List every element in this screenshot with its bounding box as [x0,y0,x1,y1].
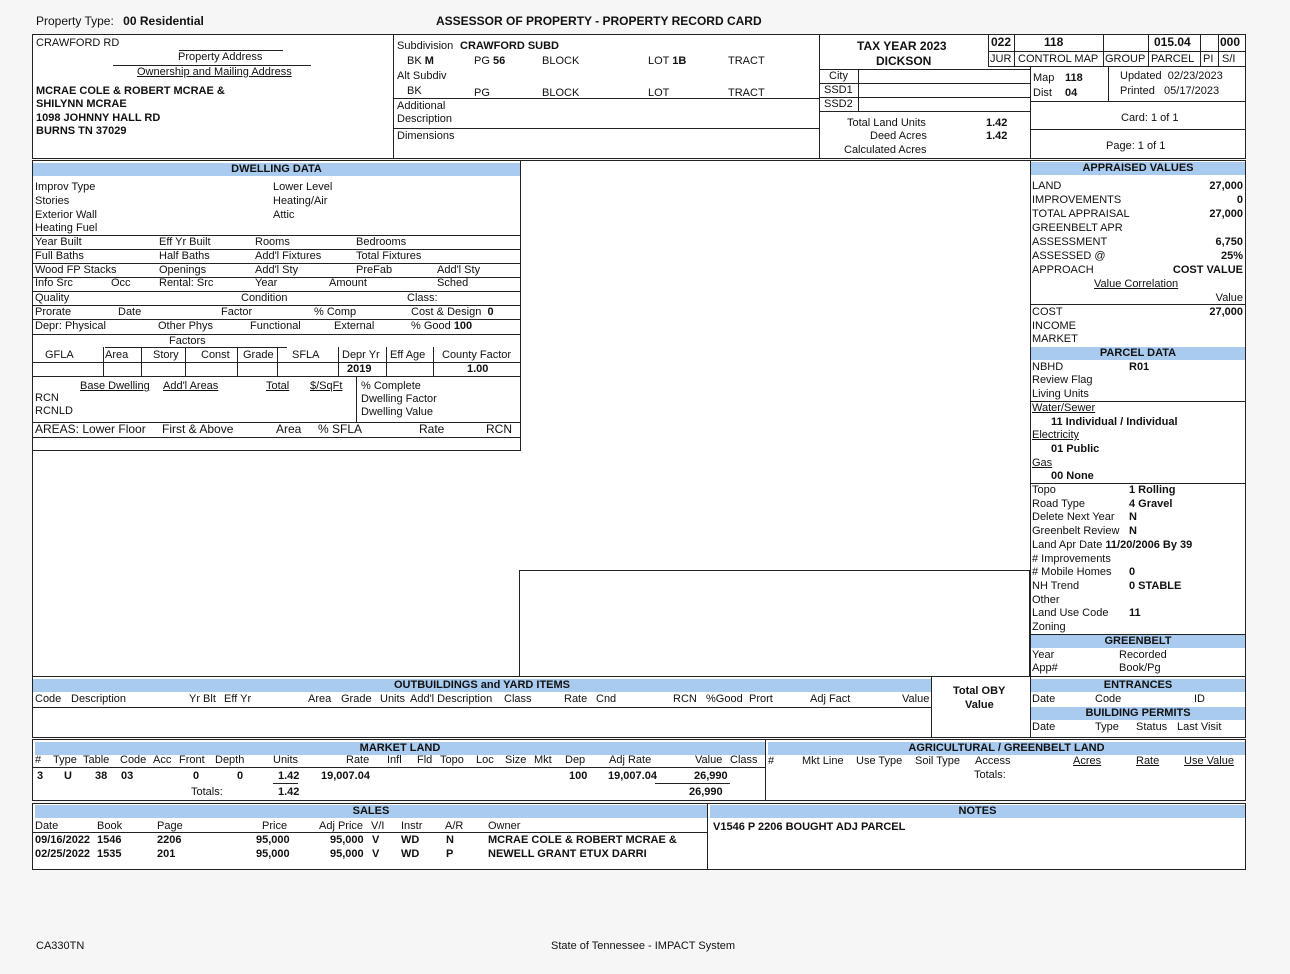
ag-land-column-header: Acres [1073,755,1102,767]
outbuildings-column-header: Rate [564,693,588,705]
description-label: Description [397,113,453,125]
gfla: GFLA [45,349,74,361]
control-map-label: CONTROL MAP [1018,53,1099,65]
market-land-column-header: Code [120,754,147,766]
addl-sty-2: Add'l Sty [437,264,481,276]
property-type-label: Property Type: [36,14,114,28]
addl-fixtures: Add'l Fixtures [255,250,322,262]
market-land-column-header: Mkt [534,754,552,766]
ssd2-label: SSD2 [824,98,853,110]
outbuildings-column-header: Value [902,693,930,705]
review-flag: Review Flag [1032,374,1093,386]
market-totals-value: 26,990 [689,786,723,798]
market-totals-label: Totals: [191,786,223,798]
sfla: SFLA [292,349,320,361]
block2-label: BLOCK [542,87,580,99]
right-column [1030,160,1246,677]
class: Class: [407,292,438,304]
areas-pct-sfla: % SFLA [318,422,363,436]
ag-land-column-header: Rate [1136,755,1160,767]
market-land-column-header: Depth [215,754,245,766]
entrances-date: Date [1032,693,1056,705]
owner-box [32,34,394,159]
jur-value: 022 [991,35,1012,49]
parcel-label: PARCEL [1151,53,1195,65]
zoning-label: Zoning [1032,621,1066,633]
appraised-row-label: TOTAL APPRAISAL [1032,208,1130,220]
outbuildings-column-header: Grade [341,693,372,705]
outbuildings-column-header: Cnd [596,693,617,705]
prorate-date: Date [118,306,142,318]
appraised-row-label: ASSESSMENT [1032,236,1108,248]
attic: Attic [273,209,295,221]
total-fixtures: Total Fixtures [356,250,422,262]
topo-value: 1 Rolling [1129,484,1176,496]
sales-title: SALES [35,805,707,818]
appraised-row-label: LAND [1032,180,1062,192]
land-use-code-value: 11 [1129,607,1141,619]
nbhd-label: NBHD [1032,361,1064,373]
pct-good: % Good 100 [411,320,473,332]
sqft-label: $/SqFt [310,380,343,392]
outbuildings-column-header: Add'l Description [410,693,493,705]
sales-cell-book: 1535 [97,848,122,860]
occ: Occ [111,277,131,289]
dist-value: 04 [1065,87,1078,99]
heating-fuel: Heating Fuel [35,222,98,234]
rcnld: RCNLD [35,405,73,417]
pct-complete: % Complete [361,380,421,392]
bk-label: BK M [407,55,434,67]
mobile-homes-value: 0 [1129,566,1136,578]
income-label: INCOME [1032,320,1076,332]
bk-value: M [424,55,434,67]
dwelling-title: DWELLING DATA [33,163,520,176]
entrances-title: ENTRANCES [1031,679,1245,692]
areas-rcn: RCN [486,422,512,436]
depr-yr-value: 2019 [347,363,372,375]
ag-land-column-header: Mkt Line [802,755,844,767]
appraised-title: APPRAISED VALUES [1031,162,1245,175]
gas-label: Gas [1032,457,1053,469]
market-land-cell-depth: 0 [237,770,244,782]
calculated-acres-label: Calculated Acres [844,144,927,156]
sales-cell-date: 09/16/2022 [35,834,91,846]
notes-text: V1546 P 2206 BOUGHT ADJ PARCEL [713,821,906,833]
sales-box [32,803,708,870]
total-land-units-label: Total Land Units [847,117,926,129]
lot-label: LOT 1B [648,55,687,67]
county-factor-value: 1.00 [467,363,489,375]
sales-column-header: A/R [445,820,464,832]
base-dwelling: Base Dwelling [80,380,150,392]
dwelling-box [32,160,521,451]
market-land-column-header: Dep [565,754,586,766]
full-baths: Full Baths [35,250,84,262]
heating-air: Heating/Air [273,195,328,207]
rental-sched: Sched [437,277,469,289]
sales-cell-page: 201 [157,848,176,860]
page-title: ASSESSOR OF PROPERTY - PROPERTY RECORD CARD [436,14,762,28]
lot2-label: LOT [648,87,670,99]
pg-label: PG 56 [474,55,506,67]
lower-level: Lower Level [273,181,333,193]
dwelling-factor: Dwelling Factor [361,393,437,405]
market-land-column-header: Loc [476,754,494,766]
greenbelt-app: App# [1032,662,1058,674]
sales-cell-vi: V [372,834,380,846]
system-name: State of Tennessee - IMPACT System [551,940,736,952]
appraised-row-value: COST VALUE [1172,264,1243,276]
market-land-column-header: Class [730,754,758,766]
pi-label: PI [1203,53,1214,65]
rental-year: Year [255,277,278,289]
market-land-cell-adj-rate: 19,007.04 [608,770,657,782]
factors: Factors [169,335,206,347]
outbuildings-column-header: Code [35,693,62,705]
sales-cell-adj-price: 95,000 [330,834,364,846]
si-value: 000 [1220,35,1241,49]
functional: Functional [250,320,301,332]
market-land-column-header: Size [505,754,527,766]
areas-area: Area [276,422,302,436]
sales-column-header: Price [262,820,288,832]
tract2-label: TRACT [728,87,765,99]
deed-acres-value: 1.42 [986,130,1008,142]
total-oby-value: Value [965,699,994,711]
ag-land-column-header: Use Type [856,755,903,767]
sales-cell-adj-price: 95,000 [330,848,364,860]
sales-cell-page: 2206 [157,834,182,846]
other-label: Other [1032,594,1060,606]
updated: Updated 02/23/2023 [1120,70,1223,82]
card-number: Card: 1 of 1 [1121,112,1179,124]
addl-areas: Add'l Areas [163,380,219,392]
other-phys: Other Phys [158,320,214,332]
city-label: City [829,70,848,82]
parcel-title: PARCEL DATA [1031,347,1245,360]
mobile-homes-label: # Mobile Homes [1032,566,1112,578]
market-land-column-header: Topo [440,754,464,766]
appraised-row-value: 25% [1220,250,1243,262]
entrances-code: Code [1095,693,1122,705]
nh-trend-value: 0 STABLE [1129,580,1182,592]
market-land-cell-dep: 100 [569,770,588,782]
greenbelt-recorded: Recorded [1119,649,1167,661]
factor-const: Const [201,349,230,361]
market-land-column-header: # [35,754,42,766]
market-land-cell-num: 3 [37,770,44,782]
block-label: BLOCK [542,55,580,67]
market-land-cell-type: U [64,770,72,782]
property-type [36,15,204,28]
market-land-column-header: Front [179,754,205,766]
appraised-row-value: 0 [1236,194,1243,206]
map-label: Map [1033,72,1055,84]
market-land-title: MARKET LAND [35,742,765,755]
factor-area: Area [105,349,129,361]
sales-cell-price: 95,000 [256,848,290,860]
owner-line-3: 1098 JOHNNY HALL RD [36,112,161,124]
market-land-column-header: Rate [346,754,370,766]
page-number: Page: 1 of 1 [1106,140,1166,152]
topo-label: Topo [1032,484,1056,496]
year-built: Year Built [35,236,82,248]
appraised-row-label: IMPROVEMENTS [1032,194,1122,206]
sales-column-header: Adj Price [319,820,364,832]
outbuildings-title: OUTBUILDINGS and YARD ITEMS [33,679,931,692]
greenbelt-book-pg: Book/Pg [1119,662,1161,674]
dist-label: Dist [1033,87,1052,99]
total-land-units-value: 1.42 [986,117,1008,129]
sales-column-header: Date [35,820,59,832]
market-label: MARKET [1032,333,1078,345]
sales-column-header: Page [157,820,183,832]
sales-column-header: Instr [401,820,423,832]
si-label: S/I [1222,53,1236,65]
permits-type: Type [1095,721,1119,733]
permits-title: BUILDING PERMITS [1031,707,1245,720]
outbuildings-column-header: Eff Yr [224,693,252,705]
greenbelt-review-label: Greenbelt Review [1032,525,1120,537]
sales-cell-instr: WD [401,848,420,860]
deed-acres-label: Deed Acres [870,130,927,142]
sales-cell-owner: MCRAE COLE & ROBERT MCRAE & [488,834,677,846]
outbuildings-column-header: %Good [706,693,743,705]
greenbelt-year: Year [1032,649,1055,661]
market-land-cell-front: 0 [193,770,200,782]
bk2-label: BK [407,85,422,97]
sales-cell-ar: P [446,848,454,860]
land-apr-date: Land Apr Date 11/20/2006 By 39 [1032,539,1193,551]
outbuildings-column-header: Class [504,693,532,705]
appraised-row-label: GREENBELT APR [1032,222,1123,234]
ownership-label: Ownership and Mailing Address [137,66,292,78]
market-land-cell-units: 1.42 [278,770,300,782]
outbuildings-column-header: Units [380,693,406,705]
depr-physical: Depr: Physical [35,320,106,332]
outbuildings-box [32,676,1032,738]
outbuildings-column-header: Yr Blt [189,693,216,705]
cost-value: 27,000 [1209,306,1243,318]
half-baths: Half Baths [159,250,210,262]
areas-lower-floor: AREAS: Lower Floor [35,422,146,436]
value-label: Value [1215,292,1243,304]
alt-subdiv-label: Alt Subdiv [397,70,447,82]
entrances-box [1030,676,1246,738]
cost-label: COST [1032,306,1063,318]
market-land-column-header: Acc [153,754,172,766]
property-address-label: Property Address [178,51,263,63]
rooms: Rooms [255,236,290,248]
living-units: Living Units [1032,388,1089,400]
market-land-column-header: Fld [417,754,433,766]
electricity-label: Electricity [1032,429,1080,441]
control-map-value: 118 [1044,35,1064,49]
market-land-column-header: Type [53,754,77,766]
notes-title: NOTES [710,805,1245,818]
printed: Printed 05/17/2023 [1120,85,1220,97]
openings: Openings [159,264,207,276]
ag-land-column-header: Soil Type [915,755,961,767]
sales-cell-price: 95,000 [256,834,290,846]
permits-last-visit: Last Visit [1177,721,1222,733]
sales-cell-book: 1546 [97,834,122,846]
water-sewer-label: Water/Sewer [1032,402,1096,414]
tax-year: TAX YEAR 2023 [857,39,947,53]
condition: Condition [241,292,288,304]
prorate: Prorate [35,306,72,318]
county-factor: County Factor [442,349,512,361]
ag-land-column-header: Access [975,755,1011,767]
delete-next-year-value: N [1129,511,1137,523]
market-land-cell-rate: 19,007.04 [321,770,370,782]
appraised-row-value: 27,000 [1209,180,1243,192]
road-type-label: Road Type [1032,498,1086,510]
total-oby: Total OBY [953,685,1006,697]
sales-column-header: Owner [488,820,521,832]
areas-first-above: First & Above [162,422,234,436]
factor-grade: Grade [243,349,274,361]
land-use-code-label: Land Use Code [1032,607,1109,619]
ag-land-column-header: Use Value [1184,755,1234,767]
market-totals-units: 1.42 [278,786,300,798]
factor-story: Story [153,349,179,361]
gas-value: 00 None [1051,470,1094,482]
market-land-box [32,739,766,801]
quality: Quality [35,292,70,304]
sales-cell-vi: V [372,848,380,860]
appraised-row-label: ASSESSED @ [1032,250,1106,262]
appraised-row-value: 27,000 [1209,208,1243,220]
improvements-label: # Improvements [1032,553,1111,565]
nh-trend-label: NH Trend [1032,580,1080,592]
lot-value: 1B [672,55,687,67]
owner-line-4: BURNS TN 37029 [36,125,127,137]
exterior-wall: Exterior Wall [35,209,97,221]
cost-design: Cost & Design 0 [411,306,494,318]
street-address: CRAWFORD RD [36,37,120,49]
sales-cell-ar: N [446,834,454,846]
pg2-label: PG [474,87,490,99]
sales-column-header: V/I [371,820,385,832]
outbuildings-column-header: Area [308,693,332,705]
areas-rate: Rate [419,422,445,436]
delete-next-year-label: Delete Next Year [1032,511,1115,523]
sketch-box [519,570,1030,677]
value-correlation: Value Correlation [1094,278,1179,290]
depr-yr: Depr Yr [342,349,380,361]
addl-sty: Add'l Sty [255,264,299,276]
group-label: GROUP [1105,53,1146,65]
outbuildings-column-header: Description [71,693,127,705]
market-land-column-header: Adj Rate [609,754,652,766]
pct-comp: % Comp [314,306,357,318]
owner-line-2: SHILYNN MCRAE [36,98,127,110]
sales-cell-owner: NEWELL GRANT ETUX DARRI [488,848,647,860]
stories: Stories [35,195,70,207]
map-value: 118 [1065,72,1083,84]
market-land-column-header: Units [273,754,299,766]
rental-src: Rental: Src [159,277,214,289]
improv-type: Improv Type [35,181,96,193]
ag-land-column-header: # [768,755,775,767]
notes-box [707,803,1246,870]
sales-cell-instr: WD [401,834,420,846]
appraised-row-label: APPROACH [1032,264,1094,276]
market-land-column-header: Value [695,754,723,766]
owner-line-1: MCRAE COLE & ROBERT MCRAE & [36,85,225,97]
water-sewer-value: 11 Individual / Individual [1051,416,1178,428]
parcel-value: 015.04 [1154,35,1191,49]
market-land-cell-code: 03 [121,770,134,782]
prefab: PreFab [356,264,393,276]
greenbelt-review-value: N [1129,525,1137,537]
market-land-column-header: Infl [387,754,402,766]
permits-date: Date [1032,721,1056,733]
county: DICKSON [876,54,932,68]
property-type-value: 00 Residential [123,14,204,28]
eff-age: Eff Age [390,349,426,361]
prorate-factor: Factor [221,306,253,318]
jur-label: JUR [990,53,1012,65]
outbuildings-column-header: Adj Fact [810,693,851,705]
market-land-column-header: Table [83,754,110,766]
ag-totals-label: Totals: [974,769,1006,781]
entrances-id: ID [1194,693,1205,705]
tract-label: TRACT [728,55,765,67]
greenbelt-title: GREENBELT [1031,635,1245,648]
sales-cell-date: 02/25/2022 [35,848,91,860]
ssd1-label: SSD1 [824,84,853,96]
dwelling-value: Dwelling Value [361,406,433,418]
bedrooms: Bedrooms [356,236,407,248]
outbuildings-column-header: Prort [749,693,773,705]
nbhd-value: R01 [1129,361,1150,373]
appraised-row-value: 6,750 [1215,236,1243,248]
sales-column-header: Book [97,820,123,832]
market-land-cell-value: 26,990 [694,770,728,782]
dimensions-label: Dimensions [397,130,455,142]
road-type-value: 4 Gravel [1129,498,1173,510]
external: External [334,320,375,332]
rental-amount: Amount [329,277,367,289]
map-info-box [1030,66,1246,159]
market-land-cell-table: 38 [95,770,108,782]
info-src: Info Src [35,277,73,289]
form-id: CA330TN [36,940,85,952]
rcn: RCN [35,392,59,404]
ag-land-title: AGRICULTURAL / GREENBELT LAND [768,742,1245,755]
wood-fp-stacks: Wood FP Stacks [35,264,117,276]
subdivision-label: Subdivision [397,40,454,52]
electricity-value: 01 Public [1051,443,1100,455]
outbuildings-column-header: RCN [673,693,697,705]
total-label: Total [266,380,290,392]
subdivision-box [393,34,820,159]
permits-status: Status [1136,721,1168,733]
ag-land-box [765,739,1246,801]
eff-yr-built: Eff Yr Built [159,236,211,248]
subdivision-value: CRAWFORD SUBD [460,40,559,52]
pg-value: 56 [492,55,506,67]
additional-label: Additional [397,100,446,112]
